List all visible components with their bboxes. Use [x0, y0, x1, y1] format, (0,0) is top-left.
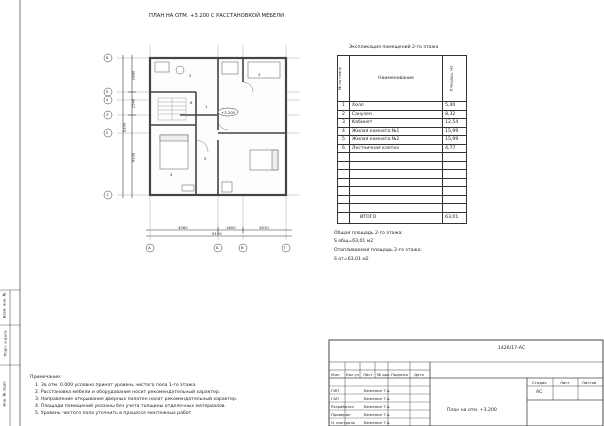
side-stamp-inventory: Инв. № подл.	[1, 380, 7, 407]
summary-line-1: Общая площадь 2-го этажа:	[334, 231, 403, 236]
dim-bottom-2: 1600	[226, 225, 236, 230]
table-cell-area: 12,54	[443, 119, 467, 128]
dim-left-2: 1540	[130, 98, 136, 109]
room-label-5: 5	[204, 156, 207, 161]
total-value: 63,01	[443, 212, 467, 223]
tb-stage-label: Стадия	[532, 380, 547, 385]
summary-line-4: S от=63,01 м2	[334, 257, 369, 262]
axis-number-4: 4	[106, 97, 109, 102]
note-4: 4. Площади помещений указаны без учета толщины отделочных материалов.	[35, 404, 226, 409]
tb-name-4: Веженин Т.А.	[364, 412, 391, 417]
total-label: ИТОГО	[349, 212, 442, 223]
tb-name-2: Веженин Т.А.	[364, 396, 391, 401]
side-stamp-sign: Подп. и дата	[2, 330, 8, 357]
table-cell-num: 5	[338, 136, 350, 145]
axis-letter-v: В	[241, 245, 244, 250]
table-cell-name: Кабинет	[349, 119, 442, 128]
dim-left-3: 4100	[130, 152, 136, 163]
tb-col-izm: Изм.	[331, 372, 340, 377]
table-cell-num: 3	[338, 119, 350, 128]
tb-role-5: Н. контроль	[331, 420, 355, 425]
table-cell-name: Лестничная клетка	[349, 144, 442, 153]
tb-sheet-name: План на отм. +3.200	[447, 408, 497, 413]
table-cell-area: 15,99	[443, 127, 467, 136]
axis-letter-b: Б	[216, 245, 219, 250]
note-5: 5. Уровень чистого пола уточнить в процессе монтажных работ.	[35, 411, 193, 416]
table-cell-num: 4	[338, 127, 350, 136]
axis-number-3: 3	[106, 112, 109, 117]
tb-col-kol: Кол.уч	[346, 372, 360, 377]
tb-name-1: Веженин Т.А.	[364, 388, 391, 393]
room-label-3: 3	[258, 72, 261, 77]
table-cell-name: Холл	[349, 102, 442, 111]
note-2: 2. Расстановка мебели и оборудования носит рекомендательный характер.	[35, 390, 221, 395]
note-1: 1. За отм. 0.000 условно принят уровень чистого пола 1-го этажа.	[35, 383, 197, 388]
tb-role-1: ГИП	[331, 388, 340, 393]
room-label-4: 4	[170, 172, 173, 177]
table-cell-num: 1	[338, 102, 350, 111]
tb-name-5: Веженин Т.А.	[364, 420, 391, 425]
room-label-2: 2	[189, 73, 192, 78]
header-num: № по плану	[337, 66, 343, 91]
table-cell-area: 8,32	[443, 110, 467, 119]
tb-role-4: Проверил	[331, 412, 351, 417]
tb-role-3: Разработал	[331, 404, 355, 409]
tb-col-date: Дата	[414, 372, 424, 377]
note-3: 3. Направление открывания дверных полотен носит рекомендательный характер.	[35, 397, 238, 402]
axis-letter-a: А	[148, 245, 151, 250]
table-cell-name: Санузел	[349, 110, 442, 119]
table-cell-num: 2	[338, 110, 350, 119]
tb-stage-value: АС	[536, 390, 543, 395]
tb-role-2: ГАП	[331, 396, 339, 401]
table-cell-name: Жилая комната №2	[349, 136, 442, 145]
summary-line-3: Отапливаемая площадь 2-го этажа:	[334, 248, 422, 253]
table-cell-area: 4,77	[443, 144, 467, 153]
dim-bottom-total: 9100	[212, 231, 222, 236]
axis-number-1: 1	[106, 192, 109, 197]
header-name: Наименование	[349, 56, 442, 102]
dim-left-total: 9100	[121, 122, 127, 133]
room-label-1: 1	[205, 104, 208, 109]
summary-line-2: S общ=63,01 м2	[334, 239, 374, 244]
table-cell-name: Жилая комната №1	[349, 127, 442, 136]
dim-left-1: 2980	[130, 70, 136, 81]
dim-bottom-1: 4560	[178, 225, 188, 230]
tb-col-doc: № док.	[377, 372, 391, 377]
plan-title: ПЛАН НА ОТМ. +3.200 С РАССТАНОВКОЙ МЕБЕЛИ	[149, 13, 284, 19]
table-cell-area: 15,99	[443, 136, 467, 145]
level-mark: +3.200	[221, 110, 236, 115]
table-cell-area: 5,40	[443, 102, 467, 111]
project-code: 1426/17-АС	[498, 346, 526, 351]
axis-number-2: 2	[106, 130, 109, 135]
tb-sheet-label: Лист	[560, 380, 570, 385]
tb-sheets-label: Листов	[582, 380, 597, 385]
tb-col-sign: Подпись	[391, 372, 409, 377]
axis-number-6: 6	[106, 55, 109, 60]
tb-name-3: Веженин Т.А.	[364, 404, 391, 409]
notes-title: Примечание:	[30, 375, 62, 380]
explication-title: Экспликация помещений 2-го этажа	[349, 45, 439, 50]
side-stamp-replace: Взам. инв. №	[1, 292, 7, 319]
header-area: Площадь, м2	[448, 65, 454, 92]
room-label-6: 6	[190, 100, 193, 105]
axis-number-5: 5	[106, 89, 109, 94]
axis-letter-g: Г	[284, 245, 287, 250]
table-cell-num: 6	[338, 144, 350, 153]
tb-col-list: Лист	[363, 372, 373, 377]
dim-bottom-3: 2810	[259, 225, 269, 230]
